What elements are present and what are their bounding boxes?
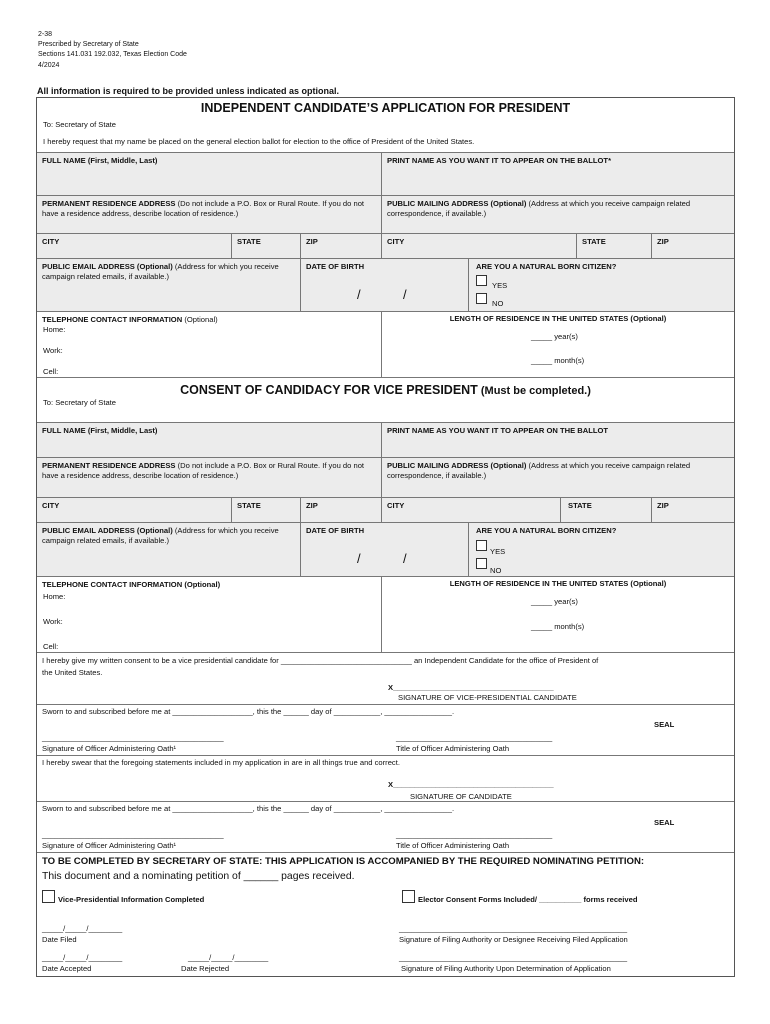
full-name-label: FULL NAME (First, Middle, Last) [42, 156, 158, 165]
telephone-work: Work: [43, 346, 63, 355]
filing-authority-line[interactable]: ______________________________________________________ [399, 924, 628, 933]
vp-dob-label: DATE OF BIRTH [306, 526, 365, 535]
vp-info-complete-checkbox[interactable] [42, 890, 55, 903]
divider-swear [37, 755, 734, 756]
candidate-officer-signature-label: Signature of Officer Administering Oath¹ [42, 841, 177, 850]
vp-full-name-field[interactable] [37, 422, 382, 458]
residence-address-label: PERMANENT RESIDENCE ADDRESS [42, 199, 176, 208]
dob-separator-2: / [403, 287, 407, 302]
citizen-no-checkbox[interactable] [476, 293, 487, 304]
vp-residence-years: _____ year(s) [531, 597, 578, 606]
dob-separator-1: / [357, 287, 361, 302]
telephone-cell: Cell: [43, 367, 59, 376]
form-date: 4/2024 [38, 62, 60, 69]
mail-city-field[interactable] [382, 234, 577, 259]
sos-heading: TO BE COMPLETED BY SECRETARY OF STATE: THIS APPLICATION IS ACCOMPANIED BY THE REQUIRED NOMINATING PETITION: [42, 856, 645, 867]
vp-citizen-field [469, 523, 734, 577]
telephone-optional: (Optional) [182, 315, 218, 324]
vp-state-label: STATE [237, 501, 261, 510]
vp-info-complete-label: Vice-Presidential Information Completed [58, 895, 205, 904]
citizen-no-label: NO [492, 299, 504, 308]
date-accepted-line[interactable]: _____/_____/________ [42, 953, 123, 962]
mail-city-label: CITY [387, 237, 405, 246]
candidate-signature-line[interactable]: X______________________________________ [388, 780, 554, 789]
vp-signature-label: SIGNATURE OF VICE-PRESIDENTIAL CANDIDATE [398, 693, 577, 702]
prescribed-by: Prescribed by Secretary of State [38, 41, 139, 48]
vp-zip-field[interactable] [301, 498, 382, 523]
divider-sos [37, 852, 734, 853]
mail-zip-label: ZIP [657, 237, 669, 246]
state-field[interactable] [232, 234, 301, 259]
vp-telephone-label: TELEPHONE CONTACT INFORMATION [42, 580, 183, 589]
vp-seal-label: SEAL [654, 720, 675, 729]
vp-telephone-work: Work: [43, 617, 63, 626]
vp-residence-address-note: (Do not include a P.O. Box or Rural Route. If you do not have a residence address, describe location of residence.) [42, 461, 365, 480]
citizen-yes-checkbox[interactable] [476, 275, 487, 286]
ballot-name-field[interactable] [382, 152, 734, 196]
pages-received: This document and a nominating petition of ______ pages received. [42, 871, 355, 882]
vp-dob-separator-1: / [357, 551, 361, 566]
vp-mail-zip-field[interactable] [652, 498, 734, 523]
ballot-name-label: PRINT NAME AS YOU WANT IT TO APPEAR ON THE BALLOT* [387, 156, 612, 165]
vp-telephone-optional: (Optional) [182, 580, 221, 589]
telephone-label: TELEPHONE CONTACT INFORMATION [42, 315, 183, 324]
dob-field[interactable] [301, 259, 469, 312]
vp-citizen-no-label: NO [490, 566, 502, 575]
mail-zip-field[interactable] [652, 234, 734, 259]
vp-dob-field[interactable] [301, 523, 469, 577]
citizen-yes-label: YES [492, 281, 508, 290]
vp-consent-statement-cont: the United States. [42, 668, 103, 677]
city-field[interactable] [37, 234, 232, 259]
vp-officer-signature-line[interactable]: ___________________________________________ [42, 733, 224, 742]
vp-telephone-field[interactable] [37, 577, 382, 653]
city-label: CITY [42, 237, 60, 246]
vp-zip-label: ZIP [306, 501, 318, 510]
vp-mail-state-label: STATE [568, 501, 592, 510]
date-filed-line[interactable]: _____/_____/________ [42, 924, 123, 933]
section2-to: To: Secretary of State [43, 398, 117, 407]
divider-candidate-oath [37, 801, 734, 802]
required-notice: All information is required to be provided unless indicated as optional. [37, 86, 340, 96]
mailing-address-note: (Address at which you receive campaign related correspondence, if available.) [387, 199, 691, 218]
residence-years: _____ year(s) [531, 332, 578, 341]
filing-authority-label: Signature of Filing Authority or Designee Receiving Filed Application [399, 935, 628, 944]
date-rejected-label: Date Rejected [181, 964, 230, 973]
statute-sections: Sections 141.031 192.032, Texas Election Code [38, 51, 187, 58]
section1-to: To: Secretary of State [43, 120, 117, 129]
vp-telephone-home: Home: [43, 592, 66, 601]
vp-residence-address-field[interactable] [37, 458, 382, 498]
residence-length-label: LENGTH OF RESIDENCE IN THE UNITED STATES (Optional) [449, 314, 667, 323]
full-name-field[interactable] [37, 152, 382, 196]
vp-citizen-label: ARE YOU A NATURAL BORN CITIZEN? [476, 526, 617, 535]
vp-mailing-address-note: (Address at which you receive campaign related correspondence, if available.) [387, 461, 691, 480]
candidate-title-line[interactable]: _____________________________________ [396, 830, 553, 839]
vp-city-field[interactable] [37, 498, 232, 523]
vp-residence-months: _____ month(s) [531, 622, 585, 631]
vp-residence-length-label: LENGTH OF RESIDENCE IN THE UNITED STATES (Optional) [449, 579, 667, 588]
vp-mail-city-label: CITY [387, 501, 405, 510]
email-field[interactable] [37, 259, 301, 312]
residence-months: _____ month(s) [531, 356, 585, 365]
zip-field[interactable] [301, 234, 382, 259]
state-label: STATE [237, 237, 261, 246]
vp-sworn-statement: Sworn to and subscribed before me at ___________________, this the ______ day of ___________, ________________. [42, 707, 455, 716]
telephone-home: Home: [43, 325, 66, 334]
candidate-officer-signature-line[interactable]: ___________________________________________ [42, 830, 224, 839]
zip-label: ZIP [306, 237, 318, 246]
vp-mail-city-field[interactable] [382, 498, 561, 523]
vp-consent-statement: I hereby give my written consent to be a vice presidential candidate for _______________________________ an Independent Candidate for the office of President of [42, 656, 599, 665]
section1-request: I hereby request that my name be placed on the general election ballot for election to the office of President of the United States. [43, 137, 475, 146]
date-accepted-label: Date Accepted [42, 964, 92, 973]
vp-email-note: (Address for which you receive campaign related emails, if available.) [42, 526, 279, 545]
vp-email-label: PUBLIC EMAIL ADDRESS (Optional) [42, 526, 173, 535]
citizen-label: ARE YOU A NATURAL BORN CITIZEN? [476, 262, 617, 271]
candidate-swear-statement: I hereby swear that the foregoing statements included in my application in are in all things true and correct. [42, 758, 400, 767]
candidate-officer-title-label: Title of Officer Administering Oath [396, 841, 510, 850]
vp-city-label: CITY [42, 501, 60, 510]
mail-state-label: STATE [582, 237, 606, 246]
vp-mailing-address-label: PUBLIC MAILING ADDRESS (Optional) [387, 461, 527, 470]
section2-title-suffix: (Must be completed.) [477, 385, 591, 397]
determination-authority-label: Signature of Filing Authority Upon Determination of Application [401, 964, 611, 973]
vp-mail-state-field[interactable] [561, 498, 652, 523]
vp-mailing-address-field[interactable] [382, 458, 734, 498]
mailing-address-field[interactable] [382, 196, 734, 234]
vp-citizen-yes-checkbox[interactable] [476, 540, 487, 551]
citizen-field [469, 259, 734, 312]
dob-label: DATE OF BIRTH [306, 262, 365, 271]
vp-officer-title-label: Title of Officer Administering Oath [396, 744, 510, 753]
mailing-address-label: PUBLIC MAILING ADDRESS (Optional) [387, 199, 527, 208]
elector-consent-label: Elector Consent Forms Included/ __________ forms received [418, 895, 638, 904]
vp-state-field[interactable] [232, 498, 301, 523]
section2-title-main: CONSENT OF CANDIDACY FOR VICE PRESIDENT [180, 383, 478, 397]
vp-mail-zip-label: ZIP [657, 501, 669, 510]
vp-ballot-name-field[interactable] [382, 422, 734, 458]
vp-dob-separator-2: / [403, 551, 407, 566]
candidate-signature-label: SIGNATURE OF CANDIDATE [410, 792, 512, 801]
determination-authority-line[interactable]: ______________________________________________________ [399, 953, 628, 962]
email-label: PUBLIC EMAIL ADDRESS (Optional) [42, 262, 173, 271]
email-note: (Address for which you receive campaign related emails, if available.) [42, 262, 279, 281]
residence-address-field[interactable] [37, 196, 382, 234]
residence-address-note: (Do not include a P.O. Box or Rural Route. If you do not have a residence address, describe location of residence.) [42, 199, 365, 218]
candidate-sworn-statement: Sworn to and subscribed before me at ___________________, this the ______ day of ___________, ________________. [42, 804, 455, 813]
divider-vp-oath [37, 704, 734, 705]
date-filed-label: Date Filed [42, 935, 77, 944]
candidate-seal-label: SEAL [654, 818, 675, 827]
vp-signature-line[interactable]: X______________________________________ [388, 683, 554, 692]
vp-ballot-name-label: PRINT NAME AS YOU WANT IT TO APPEAR ON THE BALLOT [387, 426, 609, 435]
vp-citizen-yes-label: YES [490, 547, 506, 556]
vp-telephone-cell: Cell: [43, 642, 59, 651]
vp-email-field[interactable] [37, 523, 301, 577]
section1-title: INDEPENDENT CANDIDATE’S APPLICATION FOR PRESIDENT [200, 101, 571, 115]
mail-state-field[interactable] [577, 234, 652, 259]
elector-consent-checkbox[interactable] [402, 890, 415, 903]
form-number: 2-38 [38, 31, 53, 38]
vp-title-line[interactable]: _____________________________________ [396, 733, 553, 742]
date-rejected-line[interactable]: _____/_____/________ [188, 953, 269, 962]
vp-citizen-no-checkbox[interactable] [476, 558, 487, 569]
section2-title [36, 381, 735, 399]
vp-residence-address-label: PERMANENT RESIDENCE ADDRESS [42, 461, 176, 470]
vp-full-name-label: FULL NAME (First, Middle, Last) [42, 426, 158, 435]
vp-officer-signature-label: Signature of Officer Administering Oath¹ [42, 744, 177, 753]
telephone-field[interactable] [37, 312, 382, 378]
